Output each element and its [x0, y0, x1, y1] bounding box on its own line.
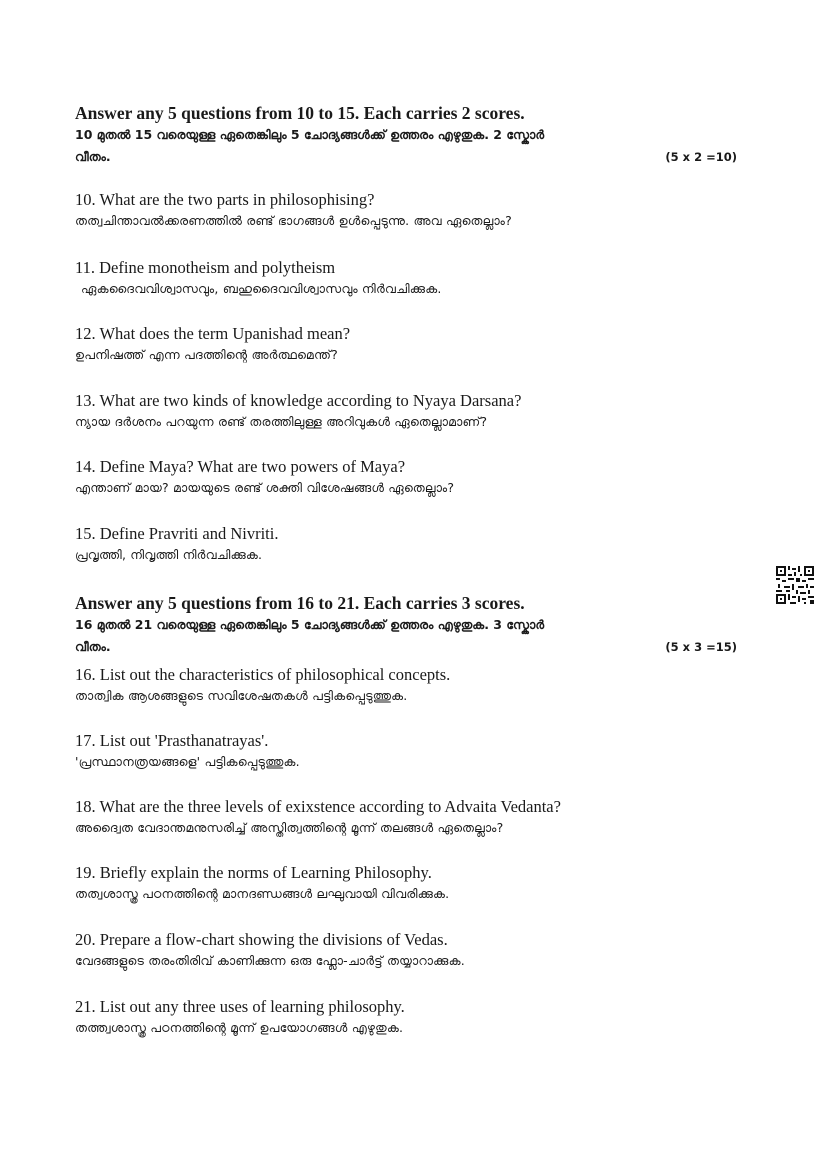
question-text-en: 13. What are two kinds of knowledge according to Nyaya Darsana?: [75, 391, 522, 410]
question-19: [75, 862, 765, 904]
question-text-en: 20. Prepare a flow-chart showing the divisions of Vedas.: [75, 930, 448, 949]
question-text-ml: താത്വിക ആശങ്ങളുടെ സവിശേഷതകൾ പട്ടികപ്പെടുത്തുക.: [75, 688, 408, 703]
section-title: Answer any 5 questions from 10 to 15. Each carries 2 scores.: [75, 103, 525, 123]
question-11: [75, 257, 765, 299]
question-text-ml: 'പ്രസ്ഥാനത്രയങ്ങളെ' പട്ടികപ്പെടുത്തുക.: [75, 754, 300, 769]
section-instruction-ml-cont: വീതം.: [75, 149, 111, 164]
question-text-en: 10. What are the two parts in philosophising?: [75, 190, 375, 209]
qr-code-icon: [776, 566, 814, 604]
question-15: [75, 523, 765, 565]
section-header-1: [75, 102, 755, 168]
question-21: [75, 996, 765, 1038]
question-18: [75, 796, 765, 838]
question-text-ml: വേദങ്ങളുടെ തരംതിരിവ് കാണിക്കുന്ന ഒരു ഫ്ലോ-ചാർട്ട് തയ്യാറാക്കുക.: [75, 953, 465, 968]
question-text-ml: തത്ത്വശാസ്ത്ര പഠനത്തിന്റെ മൂന്ന് ഉപയോഗങ്ങൾ എഴുതുക.: [75, 1020, 404, 1035]
question-text-ml: ഉപനിഷത്ത് എന്ന പദത്തിന്റെ അർത്ഥമെന്ത്?: [75, 347, 338, 362]
question-13: [75, 390, 765, 432]
question-text-en: 11. Define monotheism and polytheism: [75, 258, 336, 277]
question-text-en: 15. Define Pravriti and Nivriti.: [75, 524, 279, 543]
question-text-ml: എന്താണ് മായ? മായയുടെ രണ്ട് ശക്തി വിശേഷങ്ങൾ ഏതെല്ലാം?: [75, 480, 455, 495]
question-14: [75, 456, 765, 498]
question-text-ml: ഏകദൈവവിശ്വാസവും, ബഹുദൈവവിശ്വാസവും നിർവചിക്കുക.: [81, 281, 442, 296]
question-text-en: 12. What does the term Upanishad mean?: [75, 324, 351, 343]
question-text-ml: അദ്വൈത വേദാന്തമനുസരിച്ച് അസ്തിത്വത്തിന്റെ മൂന്ന് തലങ്ങൾ ഏതെല്ലാം?: [75, 820, 504, 835]
question-16: [75, 664, 765, 706]
question-text-en: 16. List out the characteristics of philosophical concepts.: [75, 665, 451, 684]
section-title: Answer any 5 questions from 16 to 21. Each carries 3 scores.: [75, 593, 525, 613]
section-instruction-ml: 16 മുതൽ 21 വരെയുള്ള ഏതെങ്കിലും 5 ചോദ്യങ്ങൾക്ക് ഉത്തരം എഴുതുക. 3 സ്കോർ: [75, 617, 545, 632]
question-20: [75, 929, 765, 971]
section-instruction-ml: 10 മുതൽ 15 വരെയുള്ള ഏതെങ്കിലും 5 ചോദ്യങ്ങൾക്ക് ഉത്തരം എഴുതുക. 2 സ്കോർ: [75, 127, 545, 142]
question-text-en: 18. What are the three levels of exixstence according to Advaita Vedanta?: [75, 797, 561, 816]
section-marks: (5 x 3 =15): [665, 640, 737, 654]
question-text-ml: പ്രവൃത്തി, നിവൃത്തി നിർവചിക്കുക.: [75, 547, 263, 562]
question-text-en: 14. Define Maya? What are two powers of Maya?: [75, 457, 406, 476]
question-12: [75, 323, 765, 365]
question-text-en: 19. Briefly explain the norms of Learning Philosophy.: [75, 863, 432, 882]
question-text-en: 21. List out any three uses of learning philosophy.: [75, 997, 405, 1016]
question-10: [75, 189, 765, 231]
question-17: [75, 730, 765, 772]
section-marks: (5 x 2 =10): [665, 150, 737, 164]
question-text-ml: തത്വചിന്താവൽക്കരണത്തിൽ രണ്ട് ഭാഗങ്ങൾ ഉൾപ്പെടുന്നു. അവ ഏതെല്ലാം?: [75, 213, 512, 228]
question-text-ml: തത്വശാസ്ത്ര പഠനത്തിന്റെ മാനദണ്ഡങ്ങൾ ലഘുവായി വിവരിക്കുക.: [75, 886, 450, 901]
question-text-en: 17. List out 'Prasthanatrayas'.: [75, 731, 269, 750]
section-header-2: [75, 592, 755, 658]
section-instruction-ml-cont: വീതം.: [75, 639, 111, 654]
question-text-ml: ന്യായ ദർശനം പറയുന്ന രണ്ട് തരത്തിലുള്ള അറിവുകൾ ഏതെല്ലാമാണ്?: [75, 414, 488, 429]
